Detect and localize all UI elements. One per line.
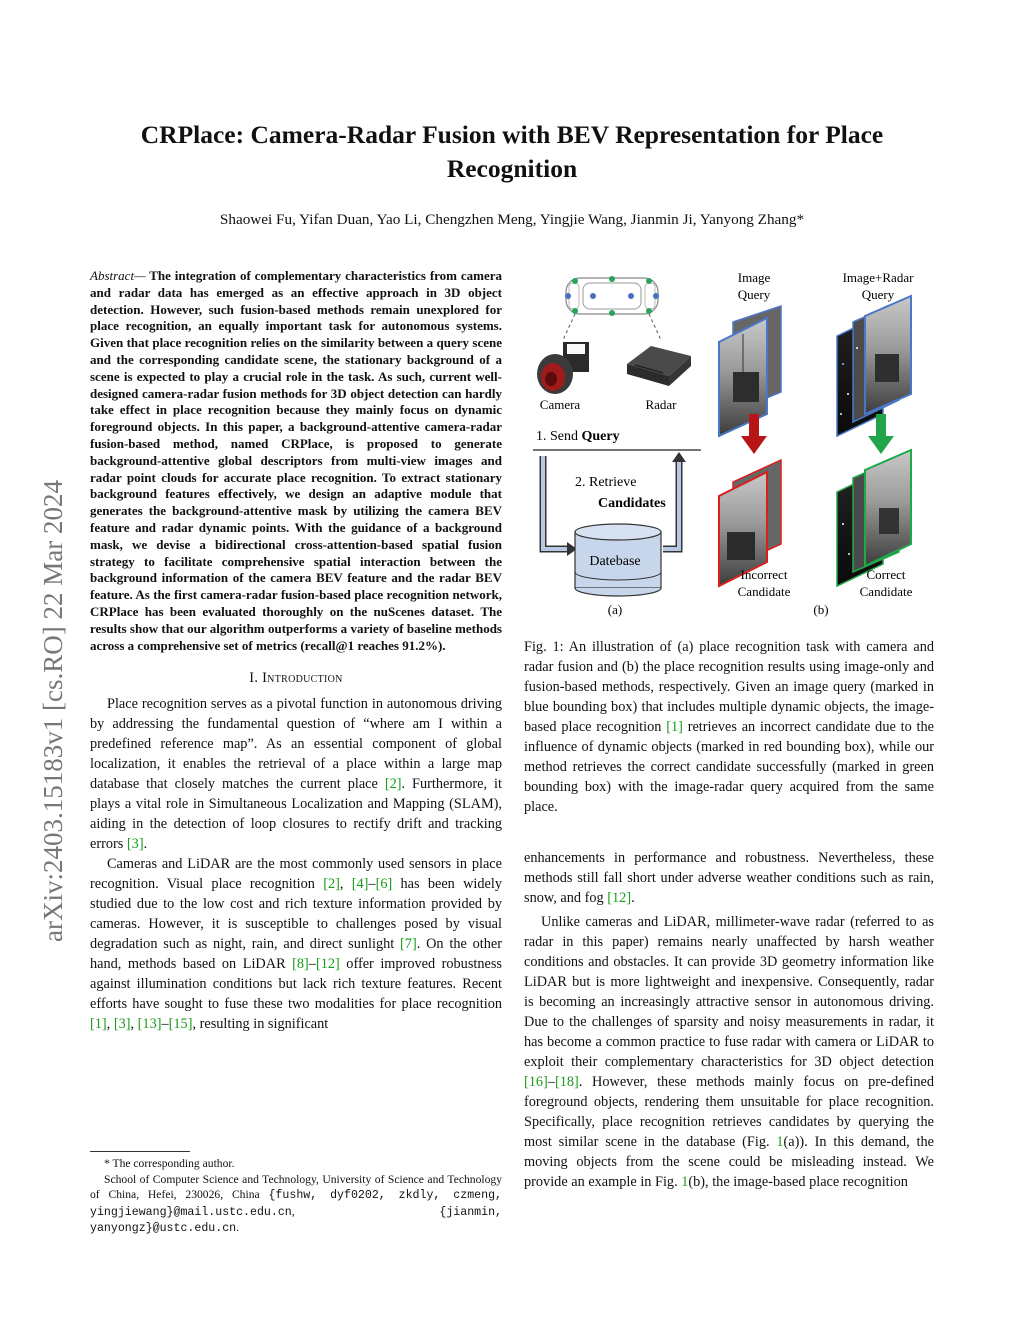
image-query-label-2: Query — [737, 287, 771, 302]
abstract — [90, 268, 502, 654]
citation-link[interactable]: [6] — [375, 876, 393, 893]
abstract-lead: Abstract— — [90, 268, 146, 283]
subfigure-b-label: (b) — [813, 602, 829, 617]
text-span: (b), the image-based place recognition — [688, 1174, 908, 1190]
text-span: . On the other hand, methods based on LiDAR — [90, 936, 502, 973]
text-span: – — [547, 1074, 555, 1090]
intro-paragraph-1 — [90, 694, 502, 854]
retrieve-label: 2. Retrieve — [575, 475, 637, 490]
radar-label: Radar — [645, 397, 677, 412]
intro-paragraph-2 — [90, 854, 502, 1034]
citation-link[interactable]: [4] — [351, 876, 369, 893]
text-span: – — [368, 876, 376, 893]
section-number: I. — [249, 670, 259, 687]
text-span: has been widely studied due to the low cost and rich texture information provided by cameras. However, it is susceptible to challenges posed by visual degradation such as night, rain, and direct sunlight — [90, 876, 502, 953]
figure-1-caption — [524, 637, 934, 817]
subfigure-a-label: (a) — [607, 602, 623, 617]
figure-1 — [523, 264, 936, 626]
citation-link[interactable]: [2] — [384, 776, 402, 793]
text-span: . — [236, 1221, 240, 1234]
text-span: . — [143, 836, 148, 853]
paper-title: CRPlace: Camera-Radar Fusion with BEV Representation for Place Recognition — [140, 120, 884, 183]
citation-link[interactable]: [1] — [666, 719, 683, 735]
right-paragraph-2 — [524, 912, 934, 1192]
abstract-text: The integration of complementary characteristics from camera and radar data has emerged as an effective approach in 3D object detection. However, such fusion-based methods remain unexplored for place recognition, an equally important task for autonomous systems. Given that place recognition relies on the similarity between a query scene and the corresponding candidate scene, the stationary background of a scene is expected to play a crucial role in the task. As such, current well-designed camera-radar fusion methods for 3D object detection can hardly take effect in place recognition because they mainly focus on dynamic foreground objects. In this paper, a background-attentive camera-radar fusion-based method, named CRPlace, is proposed to generate background-attentive global descriptors from multi-view images and radar point clouds for accurate place recognition. To extract stationary background features effectively, we design an adaptive module that generates the background-attentive mask by utilizing the camera BEV feature and radar dynamic points. With the guidance of a background mask, we devise a bidirectional cross-attention-based spatial fusion strategy to facilitate comprehensive spatial interaction between the background information of the camera BEV feature and the radar BEV feature. As the first camera-radar fusion-based place recognition network, CRPlace has been evaluated thoroughly on the nuScenes dataset. The results show that our algorithm outperforms a variety of baseline methods across a comprehensive set of metrics (recall@1 reaches 91.2%). — [90, 268, 502, 653]
footnote-corresponding: * The corresponding author. — [104, 1157, 235, 1170]
citation-link[interactable]: [1] — [90, 1016, 107, 1033]
fusion-query-label-1: Image+Radar — [842, 270, 914, 285]
text-span: , — [130, 1016, 138, 1033]
candidates-label: Candidates — [598, 496, 666, 511]
arxiv-stamp-text: arXiv:2403.15183v1 [cs.RO] 22 Mar 2024 — [38, 480, 68, 942]
step-number: 1. Send — [536, 429, 582, 444]
affiliation-text: School of Computer Science and Technology, University of Science and Technology of China, Hefei, 230026, China — [90, 1172, 502, 1201]
text-span: , — [291, 1204, 440, 1218]
figure-reference-link[interactable]: 1 — [776, 1134, 784, 1150]
text-span: Unlike cameras and LiDAR, millimeter-wave radar (referred to as radar in this paper) remains nearly unaffected by harsh weather conditions and obstacles. It can provide 3D geometry information like LiDAR but is more lightweight and inexpensive. Consequently, radar is becoming an increasingly attractive sensor in autonomous driving. Due to the challenges of sparsity and noisy measurements in radar, it has become a common practice to fuse radar with camera or LiDAR to exploit their complementary characteristics for 3D object detection — [524, 914, 934, 1070]
step-keyword: Query — [581, 429, 620, 444]
radar-icon — [627, 346, 691, 386]
section-title: Introduction — [262, 670, 343, 687]
citation-link[interactable]: [13] — [137, 1016, 162, 1033]
car-topview-icon — [565, 276, 659, 316]
citation-link[interactable]: [12] — [315, 956, 340, 973]
right-paragraph-1 — [524, 848, 934, 908]
citation-link[interactable]: [3] — [126, 836, 144, 853]
fusion-query-label-2: Query — [861, 287, 895, 302]
citation-link[interactable]: [16] — [524, 1074, 548, 1090]
author-list: Shaowei Fu, Yifan Duan, Yao Li, Chengzhen Meng, Yingjie Wang, Jianmin Ji, Yanyong Zhang* — [219, 211, 805, 228]
citation-link[interactable]: [18] — [554, 1074, 579, 1090]
text-span: , resulting in significant — [192, 1016, 329, 1033]
email-list[interactable]: {fushw, dyf0202, zkdly, czmeng, yingjiewang}@mail.ustc.edu.cn — [90, 1189, 502, 1219]
incorrect-candidate-label-2: Candidate — [737, 584, 791, 599]
image-query-label-1: Image — [737, 270, 771, 285]
incorrect-candidate-label-1: Incorrect — [740, 567, 788, 582]
camera-icon — [537, 342, 589, 394]
text-span: Fig. 1: An illustration of (a) place recognition task with camera and radar fusion and (b) the place recognition results using image-only and fusion-based methods, respectively. Given an image query (marked in blue bounding box) that includes multiple dynamic objects, the image-based place recognition — [524, 639, 934, 735]
correct-candidate-label-1: Correct — [866, 567, 906, 582]
figure-reference-link[interactable]: 1 — [681, 1174, 689, 1190]
footnote-rule — [90, 1151, 190, 1152]
camera-label: Camera — [539, 397, 581, 412]
correct-candidate-label-2: Candidate — [859, 584, 913, 599]
text-span: – — [308, 956, 316, 973]
correct-candidate-photo — [837, 450, 911, 586]
citation-link[interactable]: [12] — [607, 890, 632, 906]
citation-link[interactable]: [7] — [400, 936, 417, 953]
text-span: – — [161, 1016, 169, 1033]
text-span: . However, these methods mainly focus on pre-defined foreground objects, rendering them unsuitable for place recognition. Specifically, place recognition retrieves candidates by querying the most similar scene in the database (Fig. — [524, 1074, 934, 1150]
fusion-query-photo — [837, 296, 911, 436]
text-span: offer improved robustness against illumination conditions but lack rich texture features. Recent efforts have sought to fuse these two modalities for place recognition — [90, 956, 502, 1013]
text-span: . — [631, 890, 635, 906]
text-span: Cameras and LiDAR are the most commonly used sensors in place recognition. Visual place recognition — [90, 856, 502, 893]
right-column-body — [524, 848, 934, 1192]
citation-link[interactable]: [15] — [168, 1016, 193, 1033]
text-span: , — [106, 1016, 114, 1033]
citation-link[interactable]: [3] — [113, 1016, 131, 1033]
figure-1-graphic — [523, 264, 936, 626]
email-list[interactable]: {jianmin, yanyongz}@ustc.edu.cn — [90, 1205, 502, 1235]
citation-link[interactable]: [2] — [323, 876, 340, 893]
send-query-label — [536, 429, 620, 444]
arxiv-stamp — [0, 0, 80, 1325]
footnote-affiliation — [90, 1172, 502, 1237]
text-span: (a)). In this demand, the moving objects from the scene could be misleading instead. We provide an example in Fig. — [524, 1134, 934, 1190]
footnote — [90, 1151, 502, 1237]
text-span: . Furthermore, it plays a vital role in Simultaneous Localization and Mapping (SLAM), aiding in the detection of loop closures to rectify drift and tracking errors — [90, 776, 502, 853]
left-column — [90, 268, 502, 1034]
database-label: Datebase — [589, 554, 641, 569]
text-span: , — [339, 876, 352, 893]
section-heading-introduction — [90, 668, 502, 688]
text-span: enhancements in performance and robustness. Nevertheless, these methods still fall short under adverse weather conditions such as rain, snow, and fog — [524, 850, 934, 906]
text-span: Place recognition serves as a pivotal function in autonomous driving by addressing the fundamental question of “where am I within a predefined reference map”. As an essential component of global localization, it enables the retrieval of a place within a large map database that closely matches the current place — [90, 696, 502, 793]
text-span: retrieves an incorrect candidate due to the influence of dynamic objects (marked in red bounding box), while our method retrieves the correct candidate successfully (marked in green bounding box) with the image-radar query acquired from the same place. — [524, 719, 934, 815]
citation-link[interactable]: [8] — [292, 956, 309, 973]
